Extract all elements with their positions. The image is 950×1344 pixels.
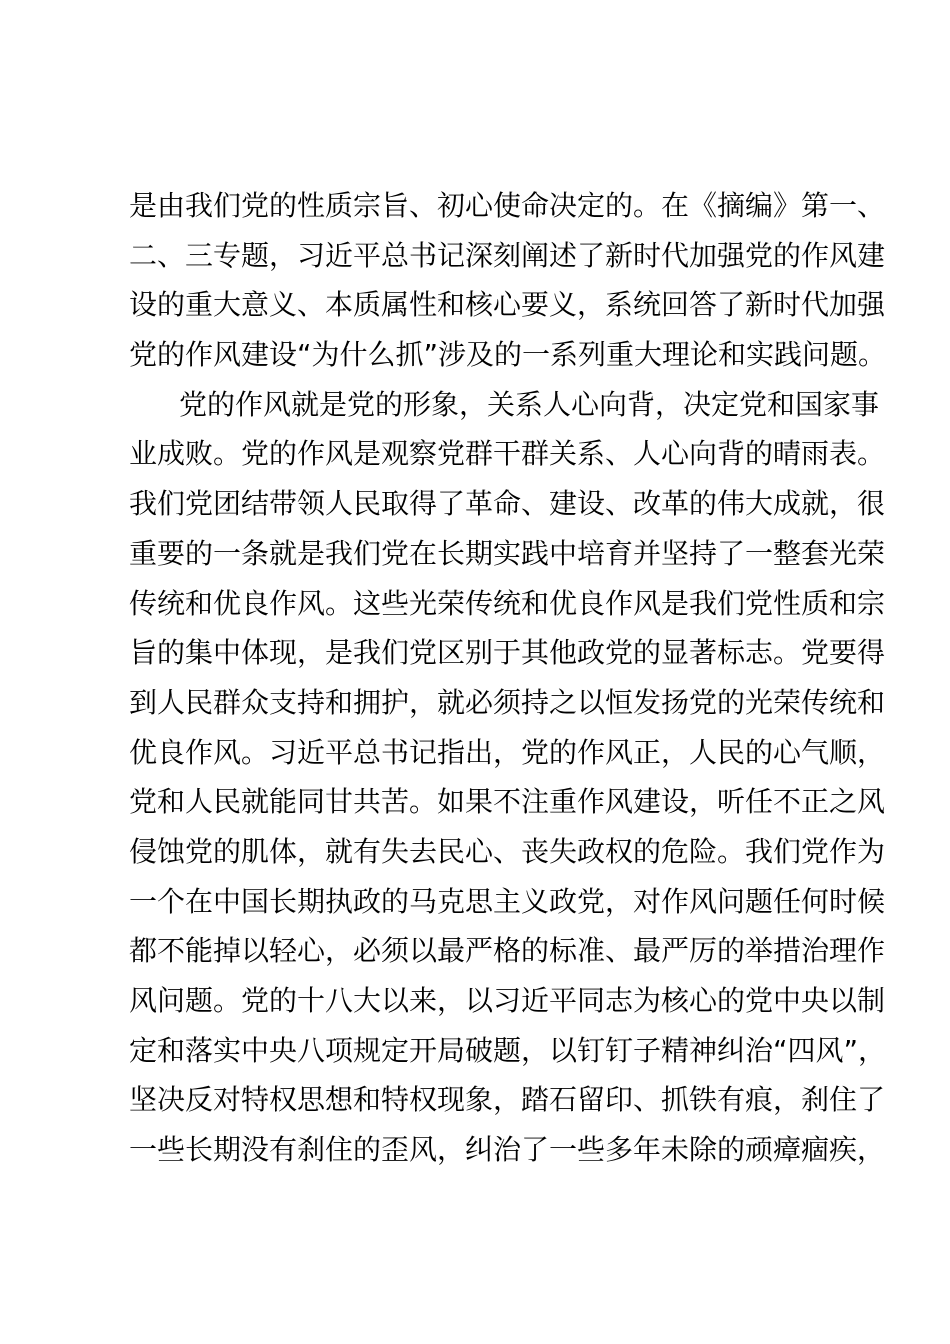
body-text	[129, 181, 887, 1175]
text-line: 党的作风就是党的形象，关系人心向背，决定党和国家事	[179, 387, 880, 421]
text-line: 重要的一条就是我们党在长期实践中培育并坚持了一整套光荣	[129, 536, 886, 570]
text-line: 传统和优良作风。这些光荣传统和优良作风是我们党性质和宗	[129, 586, 886, 620]
text-line: 旨的集中体现，是我们党区别于其他政党的显著标志。党要得	[129, 636, 886, 670]
text-line: 都不能掉以轻心，必须以最严格的标准、最严厉的举措治理作	[129, 934, 886, 968]
text-line: 风问题。党的十八大以来，以习近平同志为核心的党中央以制	[129, 984, 886, 1017]
text-line: 优良作风。习近平总书记指出，党的作风正，人民的心气顺，	[129, 735, 886, 769]
text-line: 定和落实中央八项规定开局破题，以钉钉子精神纠治“四风”，	[129, 1033, 887, 1067]
text-line: 是由我们党的性质宗旨、初心使命决定的。在《摘编》第一、	[129, 189, 886, 222]
text-line: 坚决反对特权思想和特权现象，踏石留印、抓铁有痕，刹住了	[129, 1083, 886, 1117]
text-line: 我们党团结带领人民取得了革命、建设、改革的伟大成就，很	[129, 487, 886, 521]
text-line: 业成败。党的作风是观察党群干群关系、人心向背的晴雨表。	[129, 437, 886, 471]
text-line: 设的重大意义、本质属性和核心要义，系统回答了新时代加强	[129, 288, 886, 322]
text-line: 到人民群众支持和拥护，就必须持之以恒发扬党的光荣传统和	[129, 685, 886, 719]
text-line: 二、三专题，习近平总书记深刻阐述了新时代加强党的作风建	[129, 238, 886, 272]
text-line: 党和人民就能同甘共苦。如果不注重作风建设，听任不正之风	[129, 785, 886, 819]
text-line: 一些长期没有刹住的歪风，纠治了一些多年未除的顽瘴痼疾，	[129, 1133, 886, 1167]
text-line: 党的作风建设“为什么抓”涉及的一系列重大理论和实践问题。	[129, 338, 887, 372]
text-line: 一个在中国长期执政的马克思主义政党，对作风问题任何时候	[129, 884, 886, 918]
text-line: 侵蚀党的肌体，就有失去民心、丧失政权的危险。我们党作为	[129, 834, 886, 868]
